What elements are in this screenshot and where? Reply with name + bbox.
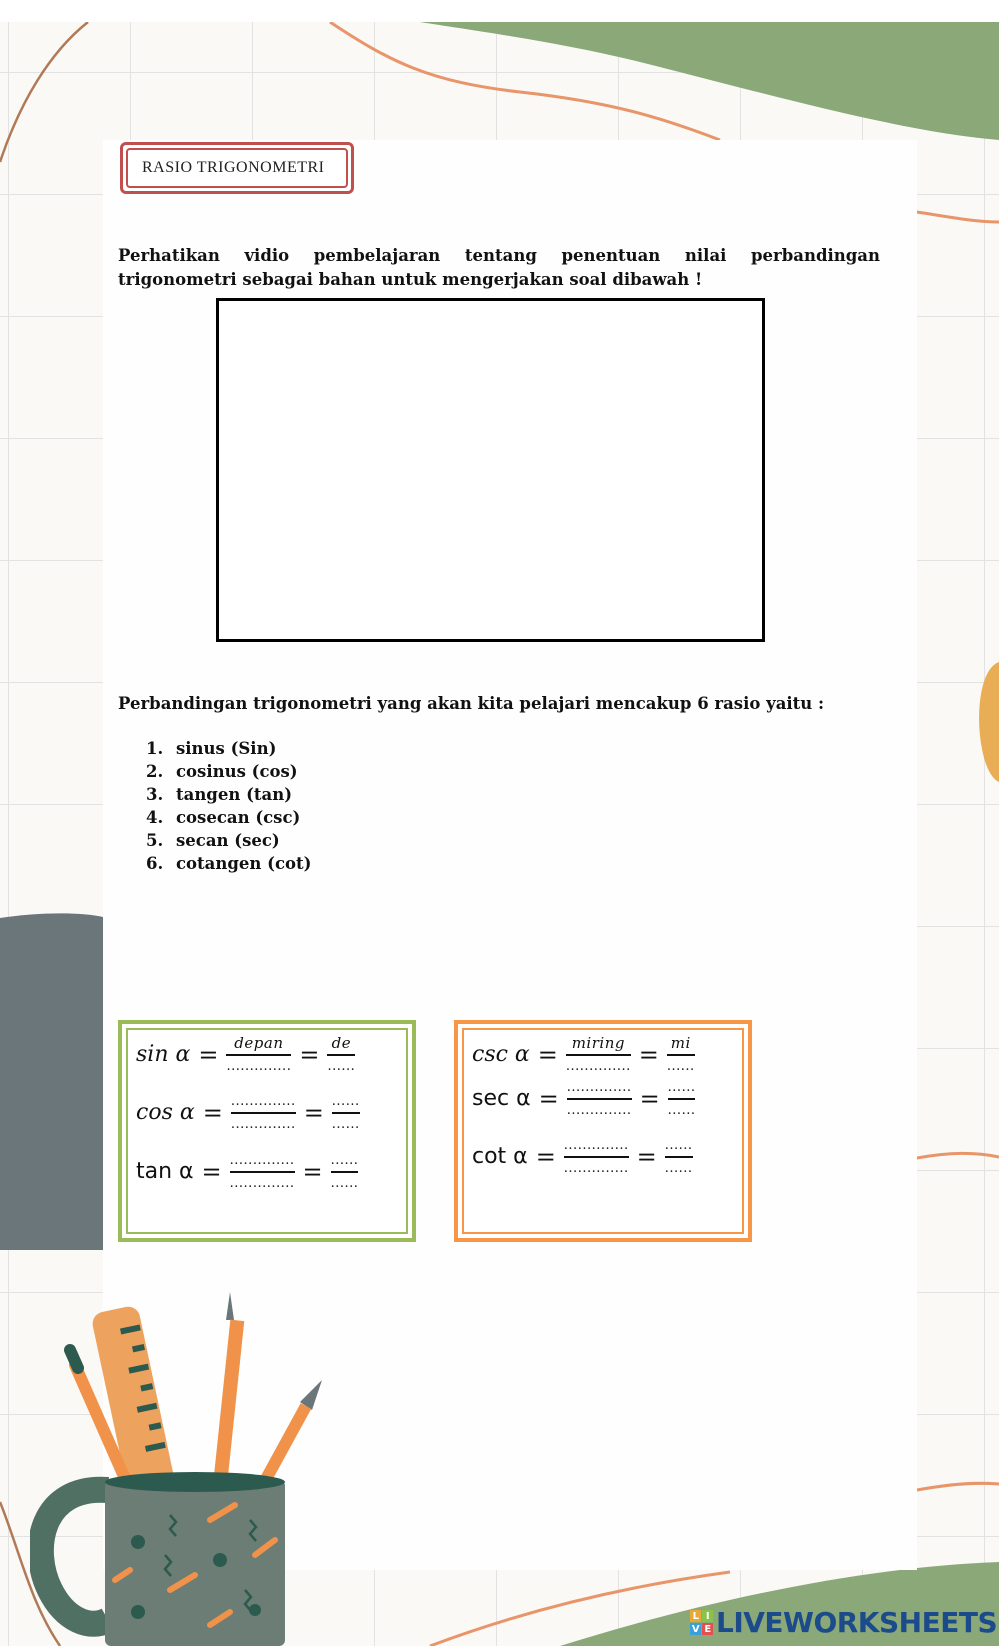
- fraction: [668, 1078, 696, 1120]
- answer-blank[interactable]: ..............: [229, 1175, 295, 1191]
- formula-name: tan α: [136, 1159, 194, 1185]
- answer-blank[interactable]: ......: [327, 1058, 356, 1074]
- fraction-bar: [331, 1171, 359, 1173]
- fraction: [667, 1034, 695, 1076]
- logo-text: LIVEWORKSHEETS: [716, 1606, 998, 1639]
- answer-blank[interactable]: ..............: [563, 1160, 629, 1176]
- formula-name: sec α: [472, 1086, 531, 1112]
- fraction-numerator: mi: [670, 1034, 691, 1052]
- fraction-numerator: miring: [571, 1034, 625, 1052]
- answer-blank[interactable]: ......: [664, 1138, 693, 1153]
- fraction-bar: [567, 1098, 632, 1100]
- logo-letter: I: [702, 1610, 713, 1622]
- formula-name: csc α: [472, 1042, 530, 1068]
- fraction-bar: [665, 1156, 693, 1158]
- formula-tan: [136, 1151, 358, 1193]
- list-number: 1.: [146, 739, 164, 758]
- live-logo-icon: [690, 1610, 713, 1635]
- pencil-icon: [213, 1292, 245, 1490]
- equals-sign: =: [638, 1040, 659, 1069]
- pencil-icon: [260, 1380, 322, 1490]
- formula-cot: [472, 1136, 693, 1178]
- fraction-bar: [667, 1054, 695, 1056]
- fraction: [231, 1092, 296, 1134]
- answer-blank[interactable]: ......: [331, 1094, 360, 1109]
- list-number: 4.: [146, 808, 164, 827]
- answer-blank[interactable]: ......: [331, 1116, 360, 1132]
- fraction: [230, 1151, 295, 1193]
- list-item: [146, 852, 311, 875]
- formula-cos: [136, 1092, 360, 1134]
- fraction: [564, 1136, 629, 1178]
- equals-sign: =: [198, 1040, 219, 1069]
- fraction-bar: [332, 1112, 360, 1114]
- fraction: [665, 1136, 693, 1178]
- answer-blank[interactable]: ..............: [230, 1116, 296, 1132]
- section-subtitle: Perbandingan trigonometri yang akan kita pelajari mencakup 6 rasio yaitu :: [118, 694, 825, 713]
- fraction-bar: [231, 1112, 296, 1114]
- equals-sign: =: [302, 1157, 323, 1186]
- video-placeholder[interactable]: [216, 298, 765, 642]
- fraction-numerator: depan: [234, 1034, 284, 1052]
- fraction-bar: [566, 1054, 631, 1056]
- logo-letter: E: [702, 1623, 713, 1635]
- formula-name: sin α: [136, 1042, 191, 1068]
- answer-blank[interactable]: ......: [666, 1058, 695, 1074]
- equals-sign: =: [201, 1157, 222, 1186]
- fraction-bar: [668, 1098, 696, 1100]
- equals-sign: =: [636, 1142, 657, 1171]
- formula-box-csc-sec-cot: [454, 1020, 752, 1242]
- answer-blank[interactable]: ..............: [565, 1058, 631, 1074]
- logo-letter: L: [690, 1610, 701, 1622]
- intro-text: Perhatikan vidio pembelajaran tentang penentuan nilai perbandingan trigonometri sebagai bahan untuk mengerjakan soal dibawah !: [118, 246, 880, 289]
- answer-blank[interactable]: ......: [667, 1102, 696, 1118]
- title-box: [120, 142, 354, 194]
- fraction: [332, 1092, 360, 1134]
- list-number: 2.: [146, 762, 164, 781]
- fraction-bar: [564, 1156, 629, 1158]
- answer-blank[interactable]: ......: [330, 1153, 359, 1168]
- list-item: [146, 829, 311, 852]
- logo-letter: V: [691, 1623, 700, 1635]
- formula-name: cos α: [136, 1100, 195, 1126]
- answer-blank[interactable]: ......: [664, 1160, 693, 1176]
- formula-csc: [472, 1034, 695, 1076]
- formula-name: cot α: [472, 1144, 528, 1170]
- ratio-list: [146, 737, 311, 875]
- answer-blank[interactable]: ......: [330, 1175, 359, 1191]
- fraction-bar: [226, 1054, 291, 1056]
- list-item: [146, 737, 311, 760]
- mug-icon: [105, 1480, 285, 1646]
- list-label: sinus (Sin): [176, 739, 277, 758]
- formula-sin: [136, 1034, 355, 1076]
- fraction-numerator: de: [331, 1034, 352, 1052]
- list-number: 5.: [146, 831, 164, 850]
- equals-sign: =: [202, 1098, 223, 1127]
- answer-blank[interactable]: ..............: [566, 1102, 632, 1118]
- answer-blank[interactable]: ..............: [563, 1138, 629, 1153]
- equals-sign: =: [639, 1084, 660, 1113]
- answer-blank[interactable]: ..............: [566, 1080, 632, 1095]
- pencil-cup-illustration: [30, 1290, 330, 1646]
- fraction: [567, 1078, 632, 1120]
- list-label: cotangen (cot): [176, 854, 312, 873]
- page-title: RASIO TRIGONOMETRI: [126, 148, 348, 188]
- answer-blank[interactable]: ..............: [229, 1153, 295, 1168]
- list-number: 6.: [146, 854, 164, 873]
- list-number: 3.: [146, 785, 164, 804]
- list-label: secan (sec): [176, 831, 280, 850]
- answer-blank[interactable]: ..............: [226, 1058, 292, 1074]
- answer-blank[interactable]: ..............: [230, 1094, 296, 1109]
- equals-sign: =: [537, 1040, 558, 1069]
- fraction: [226, 1034, 291, 1076]
- list-label: cosinus (cos): [176, 762, 298, 781]
- equals-sign: =: [299, 1040, 320, 1069]
- fraction-bar: [327, 1054, 355, 1056]
- liveworksheets-logo: [690, 1606, 997, 1639]
- formula-box-sin-cos-tan: [118, 1020, 416, 1242]
- equals-sign: =: [303, 1098, 324, 1127]
- list-item: [146, 760, 311, 783]
- list-item: [146, 806, 311, 829]
- equals-sign: =: [535, 1142, 556, 1171]
- fraction: [331, 1151, 359, 1193]
- list-label: cosecan (csc): [176, 808, 301, 827]
- list-label: tangen (tan): [176, 785, 293, 804]
- equals-sign: =: [538, 1084, 559, 1113]
- fraction: [566, 1034, 631, 1076]
- answer-blank[interactable]: ......: [667, 1080, 696, 1095]
- fraction: [327, 1034, 355, 1076]
- list-item: [146, 783, 311, 806]
- formula-sec: [472, 1078, 695, 1120]
- fraction-bar: [230, 1171, 295, 1173]
